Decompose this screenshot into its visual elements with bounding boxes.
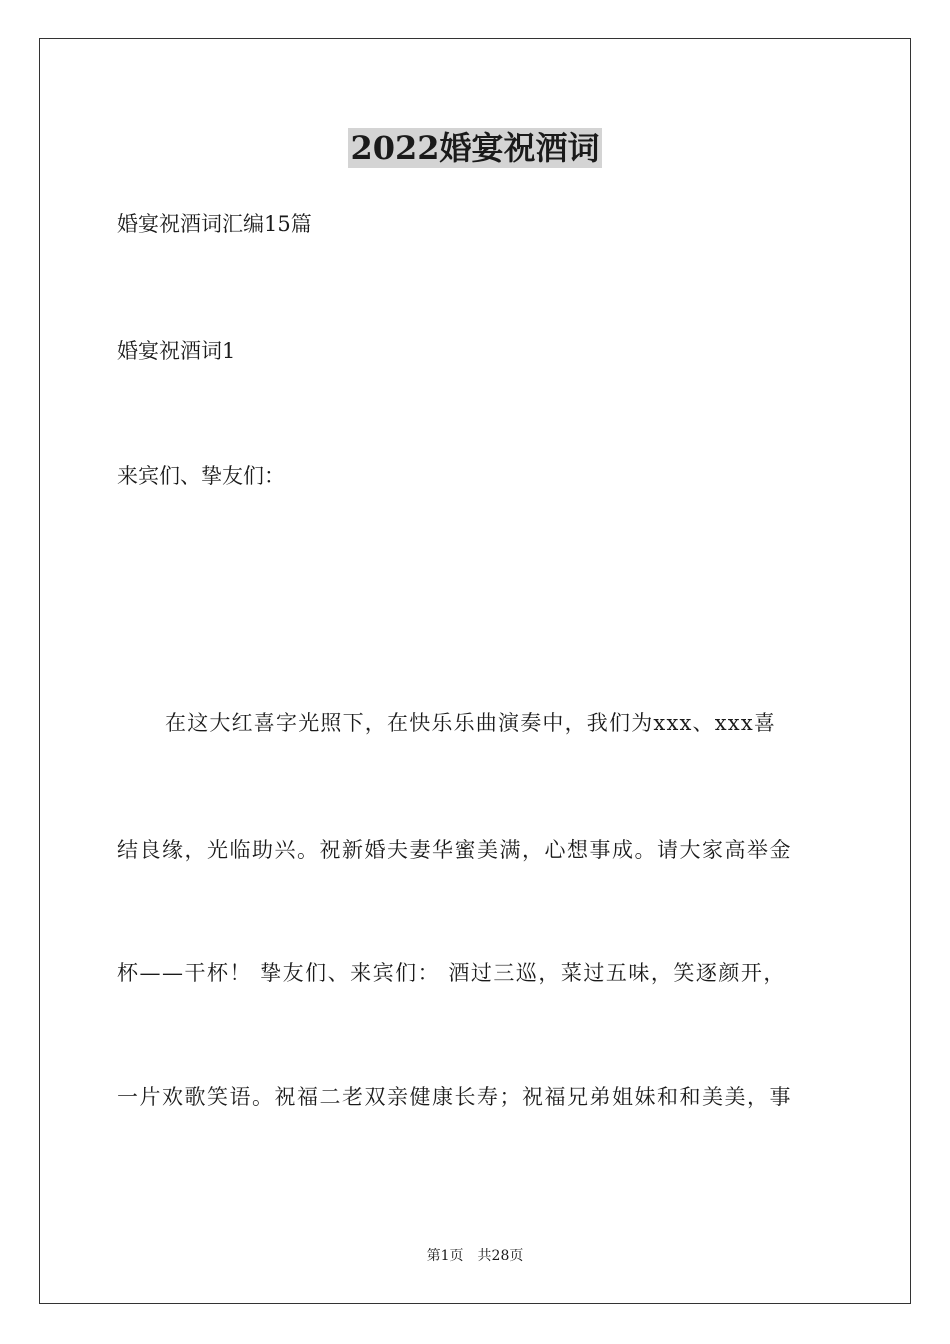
document-title: 2022婚宴祝酒词: [350, 129, 600, 167]
body-line-2: 结良缘，光临助兴。祝新婚夫妻华蜜美满，心想事成。请大家高举金: [117, 838, 792, 862]
body-line-4: 一片欢歌笑语。祝福二老双亲健康长寿；祝福兄弟姐妹和和美美，事: [117, 1085, 792, 1109]
page-total: 共28页: [477, 1248, 524, 1264]
body-line-3: 杯——干杯！ 挚友们、来宾们： 酒过三巡，菜过五味，笑逐颜开，: [117, 961, 786, 985]
body-line-1: 在这大红喜字光照下，在快乐乐曲演奏中，我们为xxx、xxx喜: [165, 711, 777, 735]
title-container: [0, 128, 950, 168]
page-number: 第1页: [426, 1248, 464, 1264]
page-footer: [0, 1246, 950, 1266]
section-heading: 婚宴祝酒词1: [117, 339, 236, 363]
salutation: 来宾们、挚友们：: [117, 464, 285, 488]
document-subtitle: 婚宴祝酒词汇编15篇: [117, 212, 312, 236]
